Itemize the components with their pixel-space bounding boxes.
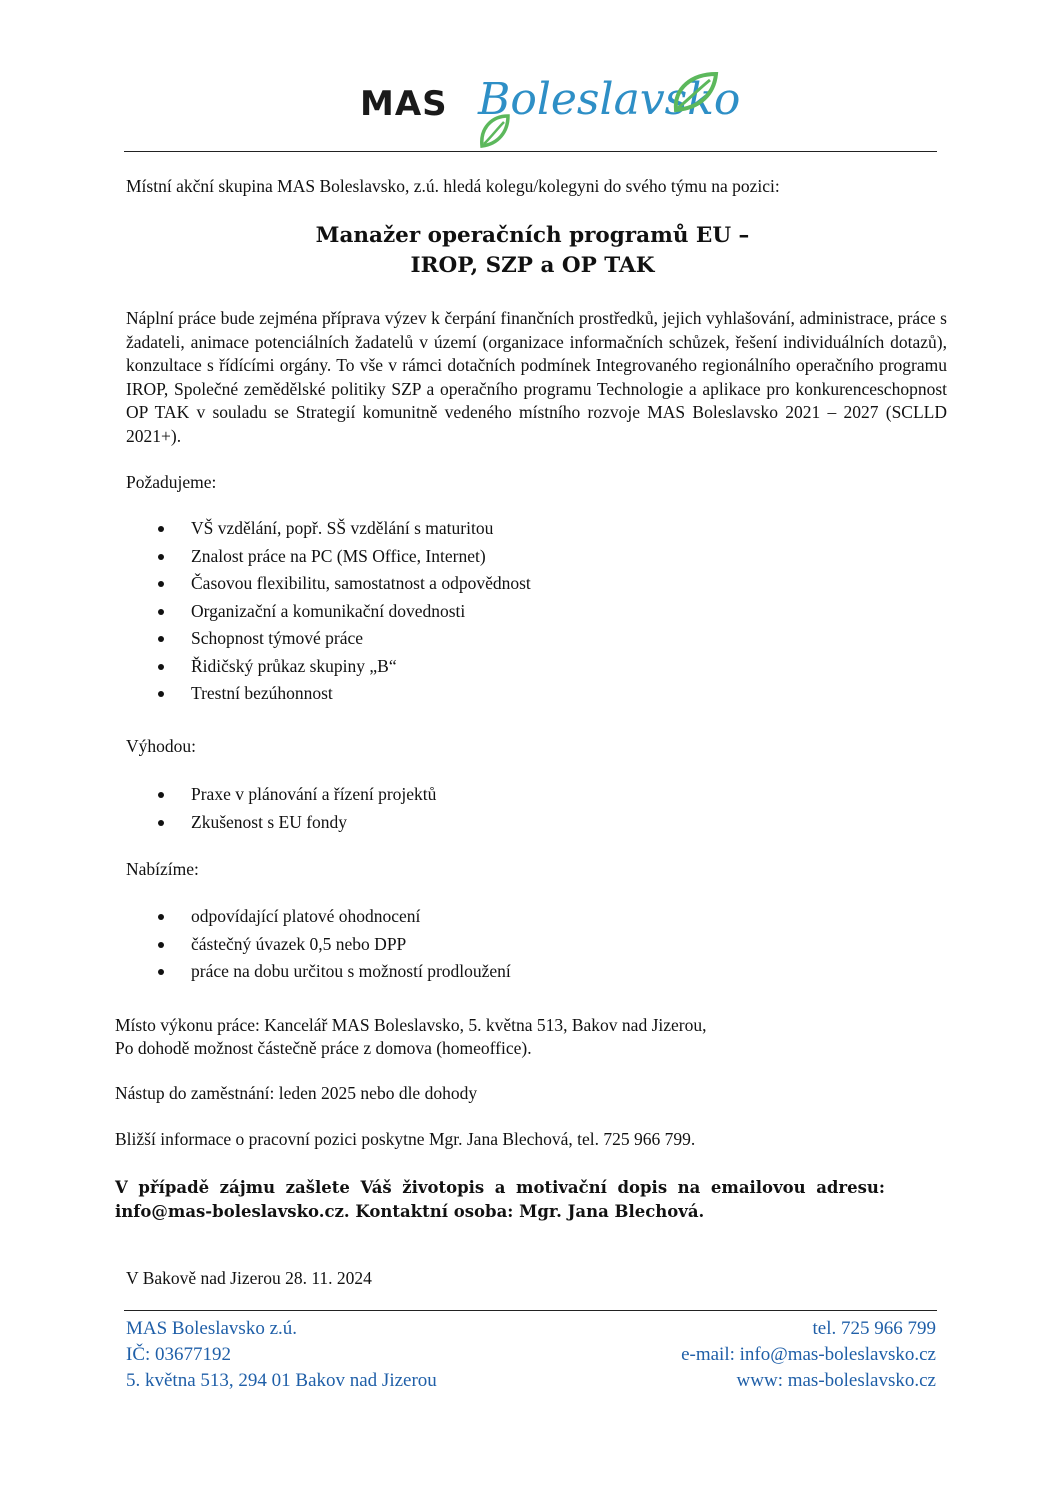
footer-street: 5. května 513, 294 01 Bakov nad Jizerou — [126, 1370, 437, 1391]
job-title-line2: IROP, SZP a OP TAK — [410, 253, 655, 278]
footer-address — [126, 1316, 437, 1394]
contact-info: Bližší informace o pracovní pozici poskytne Mgr. Jana Blechová, tel. 725 966 799. — [115, 1129, 696, 1149]
footer-phone: tel. 725 966 799 — [812, 1318, 936, 1339]
list-item: VŠ vzdělání, popř. SŠ vzdělání s maturitou — [150, 515, 531, 543]
bullet-icon — [158, 636, 164, 642]
logo-mas-text: MAS — [360, 84, 448, 124]
leaf-icon-small — [478, 112, 512, 150]
list-item: Zkušenost s EU fondy — [150, 809, 436, 837]
advantages-list — [150, 781, 436, 836]
logo-boleslavsko-text: Boleslavsko — [478, 74, 741, 125]
bullet-icon — [158, 942, 164, 948]
advantages-label: Výhodou: — [126, 736, 196, 756]
date-place: V Bakově nad Jizerou 28. 11. 2024 — [126, 1268, 372, 1288]
offer-list — [150, 903, 511, 986]
footer-email-link[interactable]: e-mail: info@mas-boleslavsko.cz — [681, 1344, 936, 1365]
bullet-icon — [158, 664, 164, 670]
bullet-icon — [158, 526, 164, 532]
list-item: Schopnost týmové práce — [150, 625, 531, 653]
leaf-icon — [670, 68, 720, 116]
list-item: částečný úvazek 0,5 nebo DPP — [150, 931, 511, 959]
requirements-list — [150, 515, 531, 708]
footer-web-link[interactable]: www: mas-boleslavsko.cz — [736, 1370, 936, 1391]
header-divider — [124, 151, 937, 152]
bullet-icon — [158, 554, 164, 560]
list-item: Praxe v plánování a řízení projektů — [150, 781, 436, 809]
start-date: Nástup do zaměstnání: leden 2025 nebo dle dohody — [115, 1083, 478, 1103]
list-item: Časovou flexibilitu, samostatnost a odpovědnost — [150, 570, 531, 598]
workplace-info — [115, 1014, 706, 1060]
bullet-icon — [158, 581, 164, 587]
bullet-icon — [158, 914, 164, 920]
footer-contact — [681, 1316, 936, 1394]
requirements-label: Požadujeme: — [126, 472, 217, 492]
workplace-line2: Po dohodě možnost částečně práce z domova (homeoffice). — [115, 1038, 532, 1058]
footer-org-name: MAS Boleslavsko z.ú. — [126, 1318, 297, 1339]
apply-line2: info@mas-boleslavsko.cz. Kontaktní osoba: Mgr. Jana Blechová. — [115, 1202, 705, 1221]
bullet-icon — [158, 691, 164, 697]
list-item: Organizační a komunikační dovednosti — [150, 598, 531, 626]
bullet-icon — [158, 792, 164, 798]
job-title — [126, 221, 939, 281]
apply-line1: V případě zájmu zašlete Váš životopis a motivační dopis na emailovou adresu: — [115, 1178, 885, 1197]
application-instructions — [115, 1176, 885, 1224]
intro-text: Místní akční skupina MAS Boleslavsko, z.ú. hledá kolegu/kolegyni do svého týmu na pozici: — [126, 176, 780, 196]
list-item: práce na dobu určitou s možností prodloužení — [150, 958, 511, 986]
list-item: Trestní bezúhonnost — [150, 680, 531, 708]
footer-ico: IČ: 03677192 — [126, 1344, 232, 1365]
job-description: Náplní práce bude zejména příprava výzev k čerpání finančních prostředků, jejich vyhlašování, administrace, práce s žadateli, animace potenciálních žadatelů v území (organizace informačních schůzek, řešení individuálních dotazů), konzultace s řídícími orgány. To vše v rámci dotačních podmínek Integrovaného regionálního operačního programu IROP, Společné zemědělské politiky SZP a operačního programu Technologie a aplikace pro konkurenceschopnost OP TAK v souladu se Strategií komunitně vedeného místního rozvoje MAS Boleslavsko 2021 – 2027 (SCLLD 2021+). — [126, 308, 947, 446]
bullet-icon — [158, 820, 164, 826]
offer-label: Nabízíme: — [126, 859, 199, 879]
job-title-line1: Manažer operačních programů EU – — [315, 223, 750, 248]
list-item: Řidičský průkaz skupiny „B“ — [150, 653, 531, 681]
list-item: Znalost práce na PC (MS Office, Internet) — [150, 543, 531, 571]
footer-divider — [124, 1310, 937, 1311]
mas-boleslavsko-logo — [360, 68, 741, 152]
workplace-line1: Místo výkonu práce: Kancelář MAS Boleslavsko, 5. května 513, Bakov nad Jizerou, — [115, 1015, 707, 1035]
bullet-icon — [158, 609, 164, 615]
bullet-icon — [158, 969, 164, 975]
list-item: odpovídající platové ohodnocení — [150, 903, 511, 931]
